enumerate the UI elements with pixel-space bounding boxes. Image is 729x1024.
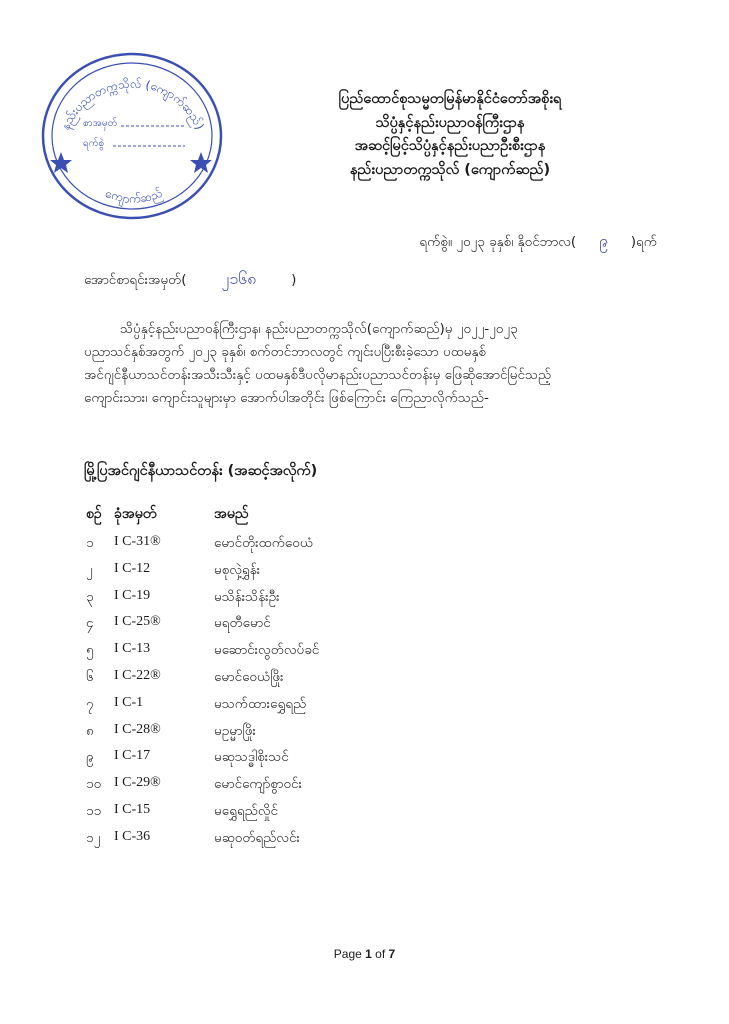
date-prefix: ရက်စွဲ။ ၂၀၂၃ ခုနှစ်၊ နိုဝင်ဘာလ( [419,234,577,250]
letterhead [240,88,660,182]
paragraph-line-3: အင်ဂျင်နီယာသင်တန်းအသီးသီးနှင့် ပထမနှစ်ဒီပလိုမာနည်းပညာသင်တန်းမှ ဖြေဆိုအောင်မြင်သည့် [84,367,552,383]
row-student-name: မဥမ္မာဖြိုး [214,722,256,739]
footer-total-pages: 7 [388,947,396,961]
date-suffix: )ရက် [630,234,657,250]
reference-number-handwritten: ၂၁၆၈ [221,269,257,288]
column-header-roll: ခုံအမှတ် [114,506,157,522]
row-number: ၅ [86,642,94,659]
row-student-name: မဆောင်းလွတ်လပ်ခင် [214,642,320,659]
table-row [0,827,729,854]
row-number: ၇ [86,695,94,712]
row-student-name: မဆုသဒ္ဓါစိုးသင် [214,749,289,766]
row-student-name: မစုလှဲ့ရွှန်း [214,561,261,578]
table-row [0,559,729,586]
table-row [0,693,729,720]
row-student-name: မောင်ဝေယံဖြိုး [214,668,284,685]
table-row [0,773,729,800]
result-reference-line [84,268,296,292]
row-student-name: မရတီမောင် [214,615,271,632]
row-roll-number: I C-19 [114,587,151,603]
table-row [0,666,729,693]
section-title: မြို့ပြအင်ဂျင်နီယာသင်တန်း (အဆင့်အလိုက်) [84,463,318,479]
paragraph-line-1: သိပ္ပံနှင့်နည်းပညာဝန်ကြီးဌာန၊ နည်းပညာတက္ကသိုလ်(ကျောက်ဆည်)မှ ၂၀၂၂-၂၀၂၃ [120,321,518,337]
letterhead-line-3: အဆင့်မြင့်သိပ္ပံနှင့်နည်းပညာဦးစီးဌာန [354,138,546,154]
reference-suffix: ) [291,272,297,288]
row-roll-number: I C-31® [114,534,161,549]
paragraph-line-4: ကျောင်းသား၊ ကျောင်းသူများမှာ အောက်ပါအတိုင်း ဖြစ်ကြောင်း ကြေညာလိုက်သည်- [84,390,489,406]
row-number: ၃ [86,588,94,605]
row-number: ၉ [86,749,94,766]
footer-page-word: Page [333,947,362,961]
row-roll-number: I C-15 [114,801,151,817]
row-number: ၁ [86,535,94,551]
row-number: ၁၀ [86,776,102,793]
row-roll-number: I C-25® [114,614,161,630]
row-roll-number: I C-29® [114,775,161,791]
row-number: ၆ [86,668,94,685]
column-header-name: အမည် [214,506,249,522]
row-roll-number: I C-28® [114,721,161,737]
row-student-name: မသက်ထားရွှေရည် [214,695,307,712]
row-roll-number: I C-22® [114,667,161,683]
seal-ring-text-bottom: ကျောက်ဆည် [103,185,165,207]
table-row [0,746,729,773]
results-list [0,532,729,854]
seal-line-2: ရက်စွဲ [83,138,105,149]
footer-current-page: 1 [365,947,372,961]
row-number: ၄ [86,615,94,632]
table-row [0,586,729,613]
row-student-name: မောင်ကျော်စွာဝင်း [214,776,302,793]
seal-stamp-graphic [35,40,230,220]
letterhead-line-4: နည်းပညာတက္ကသိုလ် (ကျောက်ဆည်) [349,161,551,178]
row-roll-number: I C-36 [114,828,151,844]
letterhead-line-1: ပြည်ထောင်စုသမ္မတမြန်မာနိုင်ငံတော်အစိုးရ [338,91,562,107]
column-header-no: စဉ် [86,506,102,522]
paragraph-line-2: ပညာသင်နှစ်အတွက် ၂၀၂၃ ခုနှစ်၊ စက်တင်ဘာလတွင် ကျင်းပပြီးစီးခဲ့သော ပထမနှစ် [84,344,487,360]
row-roll-number: I C-12 [114,560,151,576]
date-day-handwritten: ၉ [598,231,608,250]
date-line [419,230,657,254]
announcement-paragraph [84,318,649,410]
footer-of-word: of [375,947,386,961]
row-roll-number: I C-17 [114,748,151,764]
reference-prefix: အောင်စာရင်းအမှတ်( [84,272,187,288]
row-number: ၁၂ [86,829,101,846]
row-student-name: မရွှေရည်လှိုင် [214,802,279,819]
university-seal [35,40,230,220]
row-number: ၁၁ [86,802,102,819]
row-student-name: မသိန်းသိန်းဦး [214,588,280,605]
table-row [0,800,729,827]
row-student-name: မဆုဝတ်ရည်လင်း [214,829,300,846]
page-footer [0,947,729,961]
table-row [0,639,729,666]
table-row [0,612,729,639]
row-number: ၂ [86,561,93,578]
table-row [0,720,729,747]
seal-ring-text-top: နည်းပညာတက္ကသိုလ် (ကျောက်ဆည်) [58,76,207,132]
row-student-name: မောင်တိုးထက်ဝေယံ [214,535,313,551]
row-number: ၈ [86,722,94,739]
letterhead-line-2: သိပ္ပံနှင့်နည်းပညာဝန်ကြီးဌာန [375,114,525,131]
row-roll-number: I C-13 [114,641,151,657]
seal-line-1: စာအမှတ် [83,118,118,129]
table-row [0,532,729,559]
row-roll-number: I C-1 [114,694,144,710]
